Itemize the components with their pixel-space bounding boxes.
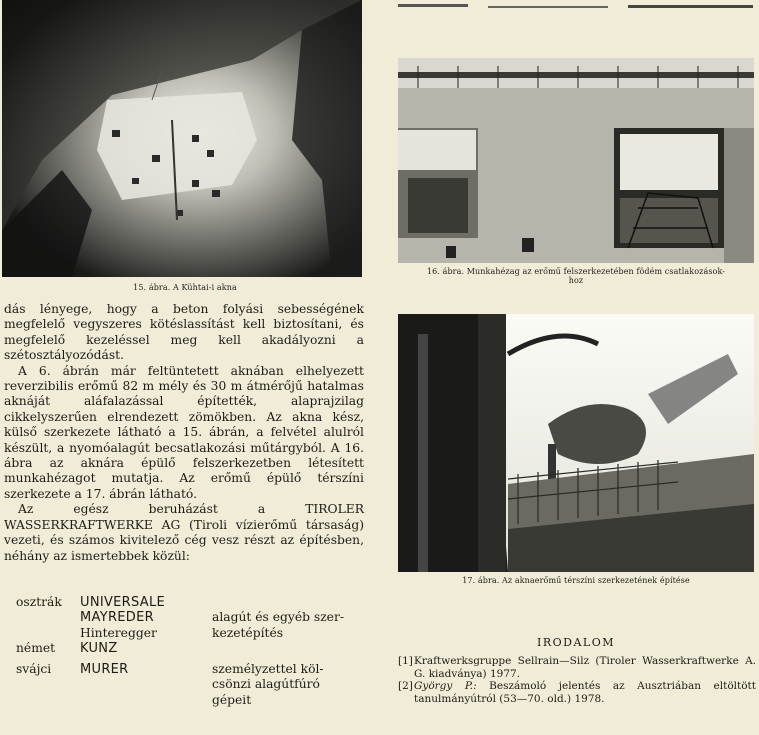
reference-1-number: [1] bbox=[398, 655, 413, 667]
company-universale: UNIVERSALE bbox=[80, 595, 166, 610]
contractors-list bbox=[4, 595, 364, 708]
figure-17-photo bbox=[398, 314, 754, 572]
work-tunnel-line1: alagút és egyéb szer- bbox=[212, 610, 344, 625]
figure-15-caption: 15. ábra. A Kühtai-i akna bbox=[133, 283, 237, 292]
body-text bbox=[4, 302, 364, 564]
paragraph-1: dás lényege, hogy a beton folyási sebességének megfelelő vegyszeres kötéslassítást kell biztosítani, és megfelelő kezeléssel meg kell akadályozni a szétosztályozódást. bbox=[4, 302, 364, 363]
company-murer: MURER bbox=[80, 662, 129, 678]
references-title: IRODALOM bbox=[537, 636, 615, 649]
company-mayreder: MAYREDER bbox=[80, 610, 154, 626]
reference-1-text: Kraftwerksgruppe Sellrain—Silz (Tiroler Wasserkraftwerke A. G. kiadványa) 1977. bbox=[414, 655, 756, 680]
paragraph-2: A 6. ábrán már feltüntetett aknában elhelyezett reverzibilis erőmű 82 m mély és 30 m átmérőjű hatalmas aknáját aláfalazással építették, alaprajzilag cikkelyszerűen elrendezett zömökben. Az akna kész, külső szerkezete látható a 15. ábrán, a felvétel alulról készült, a nyomóalagút becsatlakozási műtárgyból. A 16. ábra az aknára épülő felszerkezetben létesített munkahézagot mutatja. Az erőmű épülő térszíni szerkezete a 17. ábrán látható. bbox=[4, 363, 364, 501]
country-swiss: svájci bbox=[16, 662, 52, 677]
work-murer-line3: gépeit bbox=[212, 692, 252, 707]
figure-16-photo bbox=[398, 58, 754, 263]
country-german: német bbox=[16, 640, 56, 655]
reference-2-number: [2] bbox=[398, 680, 413, 693]
figure-17-caption: 17. ábra. Az aknaerőmű térszíni szerkezetének építése bbox=[462, 576, 690, 585]
references-list bbox=[400, 655, 756, 705]
reference-1 bbox=[400, 655, 756, 680]
reference-2 bbox=[400, 680, 756, 705]
company-kunz: KUNZ bbox=[80, 640, 118, 656]
paragraph-3: Az egész beruházást a TIROLER WASSERKRAFTWERKE AG (Tiroli vízierőmű társaság) vezeti, és számos kivitelező cég vesz részt az építésben, néhány az ismertebbek közül: bbox=[4, 502, 364, 563]
reference-2-text: Beszámoló jelentés az Ausztriában eltöltött tanulmányútról (53—70. old.) 1978. bbox=[414, 680, 756, 705]
figure-15-photo bbox=[2, 0, 362, 277]
company-hinteregger: Hinteregger bbox=[80, 625, 157, 640]
work-murer-line1: személyzettel köl- bbox=[212, 662, 324, 677]
reference-2-author: György P.: bbox=[414, 680, 477, 693]
figure-16-header-strip bbox=[398, 0, 758, 16]
work-tunnel-line2: kezetépítés bbox=[212, 625, 284, 640]
figure-16-caption-line1: 16. ábra. Munkahézag az erőmű felszerkezetében födém csatlakozások- bbox=[426, 267, 726, 276]
country-austrian: osztrák bbox=[16, 595, 62, 609]
work-murer-line2: csönzi alagútfúró bbox=[212, 677, 320, 692]
figure-16-caption-line2: hoz bbox=[568, 276, 584, 285]
